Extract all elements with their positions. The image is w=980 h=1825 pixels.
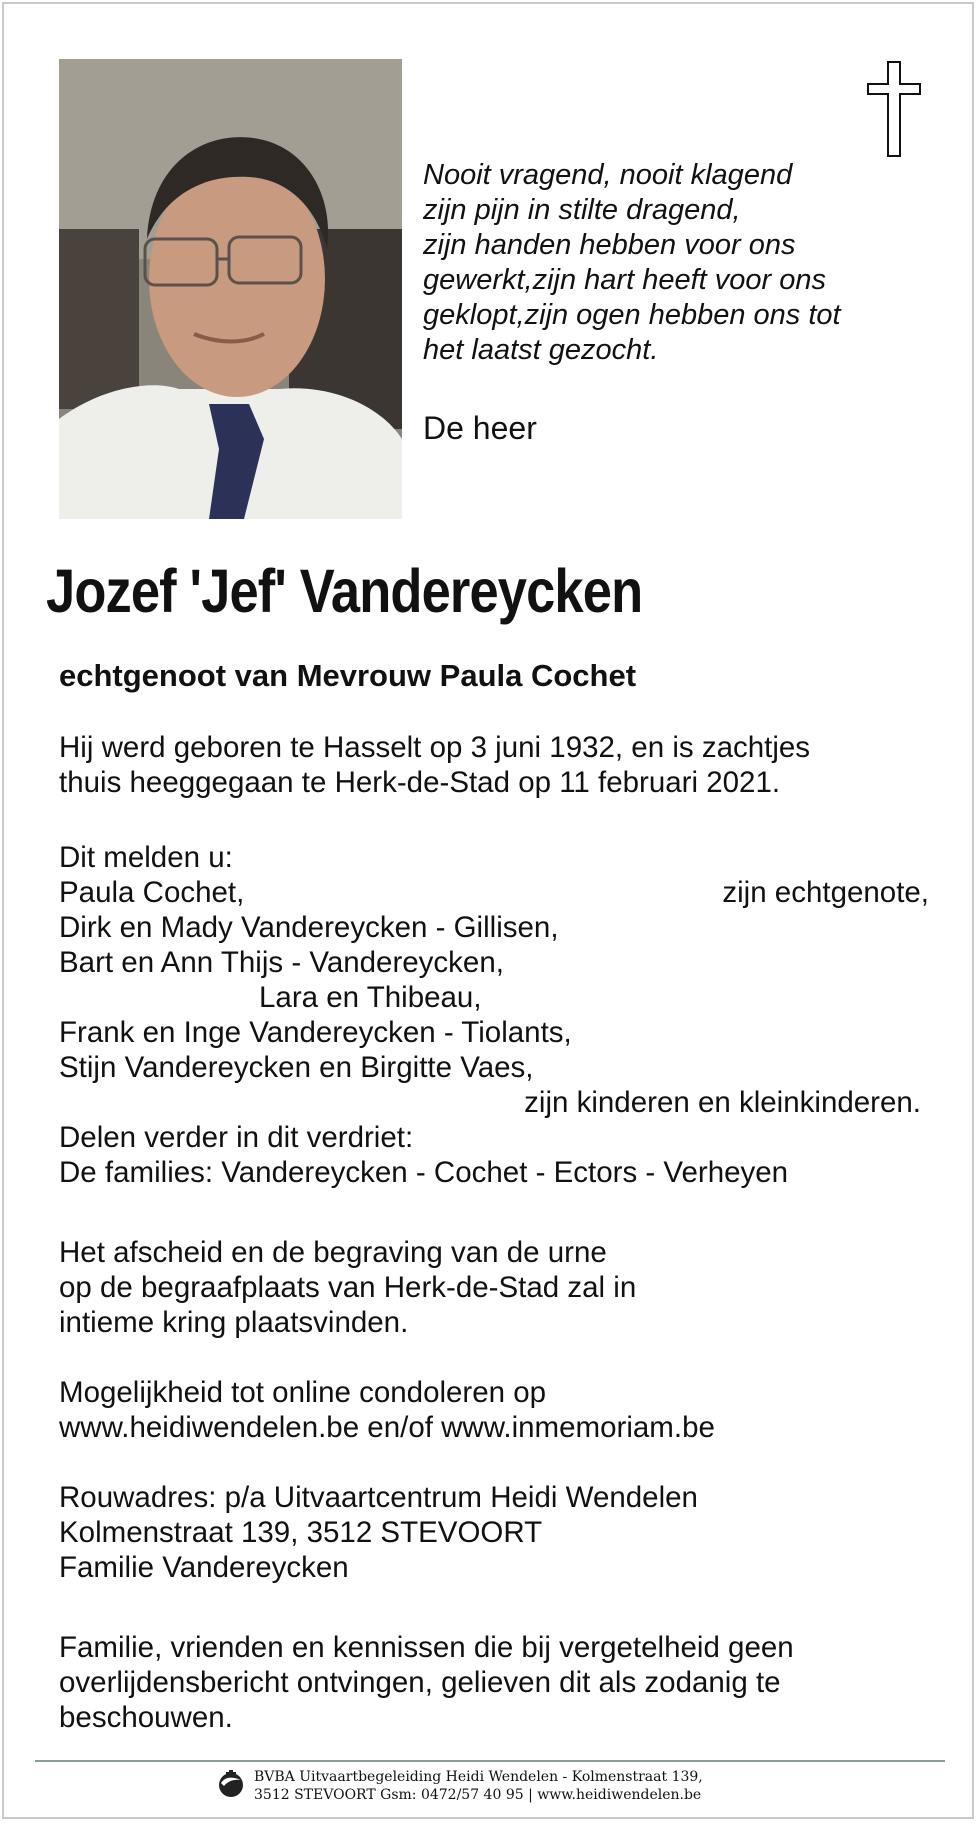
footer-line: BVBA Uitvaartbegeleiding Heidi Wendelen - Kolmenstraat 139, [254, 1769, 703, 1785]
spouse-role: zijn echtgenote, [722, 876, 929, 909]
text-line: Familie Vandereycken [59, 1551, 349, 1584]
poem-line: zijn handen hebben voor ons [423, 229, 796, 261]
footer-divider [35, 1760, 945, 1762]
family-line: Lara en Thibeau, [259, 981, 482, 1014]
footer-line: 3512 STEVOORT Gsm: 0472/57 40 95 | www.heidiwendelen.be [254, 1787, 702, 1803]
text-line: Mogelijkheid tot online condoleren op [59, 1376, 547, 1409]
text-line: Familie, vrienden en kennissen die bij vergetelheid geen [59, 1631, 794, 1664]
share-heading: Delen verder in dit verdriet: [59, 1121, 414, 1154]
families-line: De families: Vandereycken - Cochet - Ectors - Verheyen [59, 1156, 789, 1189]
title-intro: De heer [423, 410, 537, 446]
family-line: Frank en Inge Vandereycken - Tiolants, [59, 1016, 572, 1049]
footer-text [254, 1768, 703, 1804]
funeral-home-logo-icon [216, 1768, 246, 1803]
announcers-heading: Dit melden u: [59, 841, 233, 874]
text-line: thuis heeggegaan te Herk-de-Stad op 11 februari 2021. [59, 766, 781, 799]
text-line: overlijdensbericht ontvingen, gelieven dit als zodanig te [59, 1666, 781, 1699]
condolence-section [59, 1375, 929, 1445]
poem-line: het laatst gezocht. [423, 334, 659, 366]
poem-line: gewerkt,zijn hart heeft voor ons [423, 264, 826, 296]
memorial-poem [423, 158, 841, 368]
spouse-row [59, 875, 929, 910]
text-line: www.heidiwendelen.be en/of www.inmemoriam.be [59, 1411, 715, 1444]
address-section [59, 1480, 929, 1585]
text-line: beschouwen. [59, 1701, 233, 1734]
text-line: intieme kring plaatsvinden. [59, 1306, 409, 1339]
text-line: Het afscheid en de begraving van de urne [59, 1236, 607, 1269]
announcers-section [59, 840, 929, 1190]
cross-icon [866, 60, 922, 163]
text-line: Rouwadres: p/a Uitvaartcentrum Heidi Wendelen [59, 1481, 698, 1514]
text-line: Kolmenstraat 139, 3512 STEVOORT [59, 1516, 543, 1549]
family-line: Dirk en Mady Vandereycken - Gillisen, [59, 911, 559, 944]
family-line: Stijn Vandereycken en Birgitte Vaes, [59, 1051, 534, 1084]
deceased-name: Jozef 'Jef' Vandereycken [46, 557, 643, 625]
portrait-photo [59, 59, 402, 519]
children-role: zijn kinderen en kleinkinderen. [524, 1086, 921, 1119]
farewell-section [59, 1235, 929, 1340]
family-line: Bart en Ann Thijs - Vandereycken, [59, 946, 504, 979]
poem-line: zijn pijn in stilte dragend, [423, 194, 741, 226]
notice-section [59, 1630, 929, 1735]
text-line: op de begraafplaats van Herk-de-Stad zal in [59, 1271, 637, 1304]
poem-line: geklopt,zijn ogen hebben ons tot [423, 299, 841, 331]
spouse-line: echtgenoot van Mevrouw Paula Cochet [59, 658, 637, 693]
text-line: Hij werd geboren te Hasselt op 3 juni 1932, en is zachtjes [59, 731, 811, 764]
birth-death-text [59, 730, 929, 800]
spouse-name: Paula Cochet, [59, 876, 245, 909]
poem-line: Nooit vragend, nooit klagend [423, 159, 793, 191]
